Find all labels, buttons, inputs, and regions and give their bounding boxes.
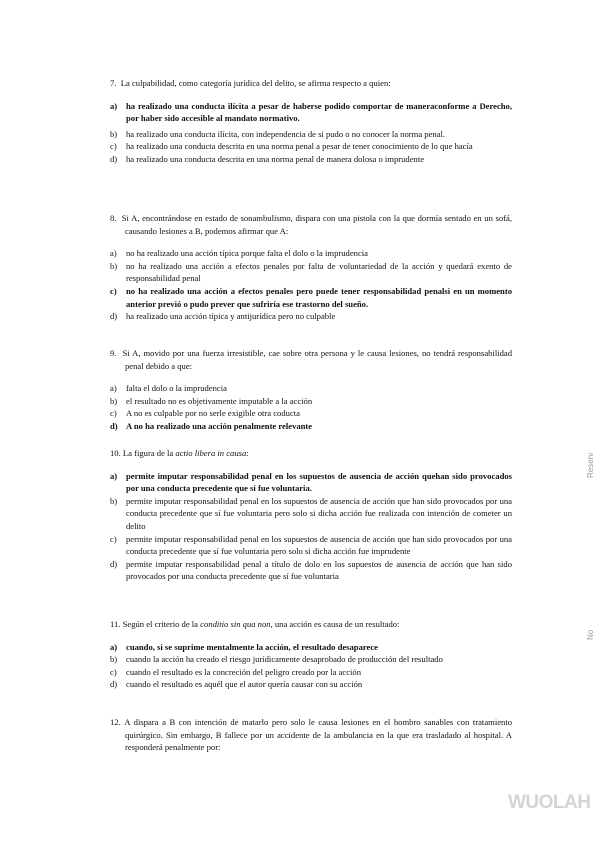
question-text: La culpabilidad, como categoría jurídica del delito, se afirma respecto a quien: — [120, 78, 391, 88]
option-c: c) permite imputar responsabilidad penal en los supuestos de ausencia de acción que han sido provocados por una conducta precedente que sí fue voluntaria pero solo si dicha acción fue imprudente — [110, 533, 512, 557]
side-watermark-reserv: Reserv — [586, 452, 595, 478]
option-c: c) A no es culpable por no serle exigible otra coducta — [110, 408, 300, 419]
option-c: c) ha realizado una conducta descrita en una norma penal a pesar de tener conocimiento de lo que hacía — [110, 141, 473, 152]
question-11 — [110, 618, 512, 691]
question-number: 12. — [110, 717, 121, 727]
option-a: a) cuando, si se suprime mentalmente la acción, el resultado desaparece — [110, 641, 378, 652]
option-b: b) el resultado no es objetivamente imputable a la acción — [110, 395, 313, 406]
option-c: c) cuando el resultado es la concreción del peligro creado por la acción — [110, 666, 362, 677]
option-d: d) cuando el resultado es aquél que el autor quería causar con su acción — [110, 679, 363, 690]
question-12-stem — [110, 716, 512, 754]
question-text: Si A, encontrándose en estado de sonambulismo, dispara con una pistola con la que dormía sentado en un sofá, causando lesiones a B, podemos afirmar que A: — [121, 213, 513, 236]
question-12 — [110, 716, 512, 754]
wuolah-logo: WUOLAH — [508, 792, 591, 813]
question-number: 8. — [110, 213, 117, 223]
question-10 — [110, 447, 512, 583]
question-8-stem — [110, 212, 512, 237]
option-c: c) no ha realizado una acción a efectos penales pero puede tener responsabilidad penalsi en un momento anterior previó o pudo prever que sufriría ese trastorno del sueño. — [110, 285, 512, 309]
option-b: b) permite imputar responsabilidad penal en los supuestos de ausencia de acción que han sido provocados por una conducta precedente que sí fue voluntaria pero solo si dicha acción fue realizada con intención de cometer un delito — [110, 495, 512, 531]
question-number: 11. — [110, 619, 121, 629]
question-number: 9. — [110, 348, 117, 358]
option-d: d) A no ha realizado una acción penalmente relevante — [110, 420, 313, 431]
option-a: a) ha realizado una conducta ilícita a pesar de haberse podido comportar de maneraconforme a Derecho, por haber sido accesible al mandato normativo. — [110, 100, 512, 124]
option-b: b) cuando la acción ha creado el riesgo jurídicamente desaprobado de producción del resultado — [110, 654, 443, 665]
question-number: 7. — [110, 78, 117, 88]
question-number: 10. — [110, 448, 121, 458]
question-11-stem: 11. Según el criterio de la conditio sin qua non, una acción es causa de un resultado: — [110, 619, 400, 629]
question-9 — [110, 347, 512, 433]
question-10-stem: 10. La figura de la actio libera in causa: — [110, 448, 249, 458]
option-d: d) ha realizado una acción típica y antijurídica pero no culpable — [110, 311, 336, 322]
option-a: a) falta el dolo o la imprudencia — [110, 383, 227, 394]
option-b: b) ha realizado una conducta ilícita, con independencia de si pudo o no conocer la norma penal. — [110, 128, 446, 139]
option-b: b) no ha realizado una acción a efectos penales por falta de voluntariedad de la acción y quedará exento de responsabilidad penal — [110, 260, 512, 284]
option-a: a) no ha realizado una acción típica porque falta el dolo o la imprudencia — [110, 248, 368, 259]
question-text: A dispara a B con intención de matarlo pero solo le causa lesiones en el hombro sanables con tratamiento quirúrgico. Sin embargo, B fallece por un accidente de la ambulancia en la que era trasladado al hospital. A responderá penalmente por: — [124, 717, 512, 753]
question-7-stem — [110, 77, 512, 90]
question-7 — [110, 77, 512, 166]
side-watermark-no: No — [586, 629, 595, 640]
question-text: Si A, movido por una fuerza irresistible, cae sobre otra persona y le causa lesiones, no tendrá responsabilidad penal debido a que: — [122, 348, 512, 371]
option-a: a) permite imputar responsabilidad penal en los supuestos de ausencia de acción quehan sido provocados por una conducta precedente que sí fue voluntaria. — [110, 470, 512, 494]
question-9-stem — [110, 347, 512, 372]
question-8 — [110, 212, 512, 323]
option-d: d) ha realizado una conducta descrita en una norma penal de manera dolosa o imprudente — [110, 153, 425, 164]
option-d: d) permite imputar responsabilidad penal a título de dolo en los supuestos de ausencia de acción que han sido provocados por una conducta precedente que sí fue voluntaria — [110, 558, 512, 582]
